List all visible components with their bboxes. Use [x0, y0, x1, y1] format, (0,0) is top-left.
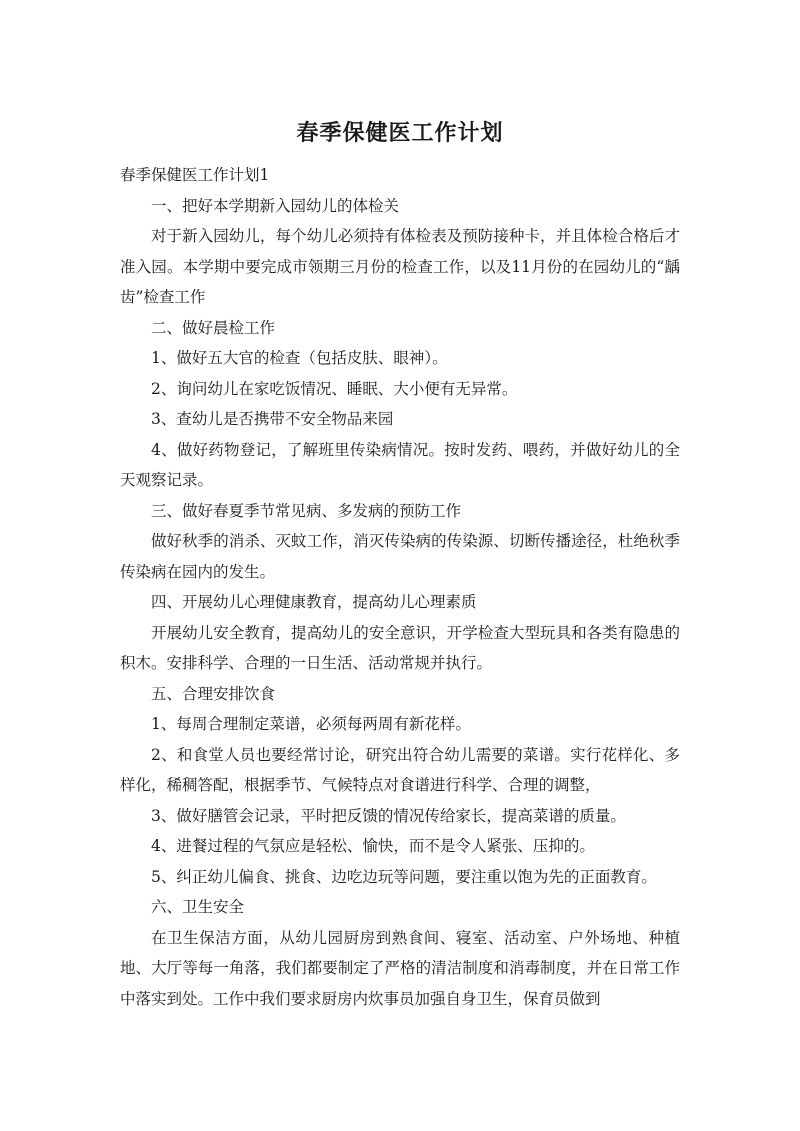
paragraph: 1、每周合理制定菜谱，必须每两周有新花样。 — [151, 715, 471, 733]
paragraph: 1、做好五大官的检查（包括皮肤、眼神）。 — [151, 349, 448, 367]
paragraph: 做好秋季的消杀、灭蚊工作，消灭传染病的传染源、切断传播途径，杜绝秋季传染病在园内的发生。 — [120, 532, 680, 581]
paragraph: 五、合理安排饮食 — [151, 684, 276, 703]
paragraph: 4、进餐过程的气氛应是轻松、愉快，而不是令人紧张、压抑的。 — [151, 837, 595, 855]
paragraph: 3、查幼儿是否携带不安全物品来园 — [151, 410, 394, 428]
paragraph: 四、开展幼儿心理健康教育，提高幼儿心理素质 — [151, 593, 477, 611]
paragraph: 3、做好膳管会记录，平时把反馈的情况传给家长，提高菜谱的质量。 — [151, 806, 626, 825]
paragraph: 春季保健医工作计划1 — [120, 166, 270, 184]
paragraph: 对于新入园幼儿，每个幼儿必须持有体检表及预防接种卡，并且体检合格后才准入园。本学期中要完成市领期三月份的检查工作，以及11月份的在园幼儿的“龋齿”检查工作 — [120, 227, 680, 306]
paragraph: 2、和食堂人员也要经常讨论，研究出符合幼儿需要的菜谱。实行花样化、多样化，稀稠答配，根据季节、气候特点对食谱进行科学、合理的调整， — [120, 745, 680, 794]
paragraph: 4、做好药物登记，了解班里传染病情况。按时发药、喂药，并做好幼儿的全天观察记录。 — [120, 440, 680, 489]
paragraph: 三、做好春夏季节常见病、多发病的预防工作 — [151, 501, 462, 520]
paragraph: 在卫生保洁方面，从幼儿园厨房到熟食间、寝室、活动室、户外场地、种植地、大厅等每一角落，我们都要制定了严格的清洁制度和消毒制度，并在日常工作中落实到处。工作中我们要求厨房内炊事员加强自身卫生，保育员做到 — [120, 928, 680, 1008]
paragraph: 二、做好晨检工作 — [151, 318, 276, 337]
document-title: 春季保健医工作计划 — [296, 121, 504, 146]
paragraph: 5、纠正幼儿偏食、挑食、边吃边玩等问题，要注重以饱为先的正面教育。 — [151, 867, 657, 886]
paragraph: 2、询问幼儿在家吃饭情况、睡眠、大小便有无异常。 — [151, 379, 518, 398]
paragraph: 开展幼儿安全教育，提高幼儿的安全意识，开学检查大型玩具和各类有隐患的积木。安排科学、合理的一日生活、活动常规并执行。 — [120, 623, 680, 672]
document-body — [120, 160, 680, 1014]
paragraph: 一、把好本学期新入园幼儿的体检关 — [151, 196, 400, 215]
paragraph: 六、卫生安全 — [151, 898, 245, 916]
